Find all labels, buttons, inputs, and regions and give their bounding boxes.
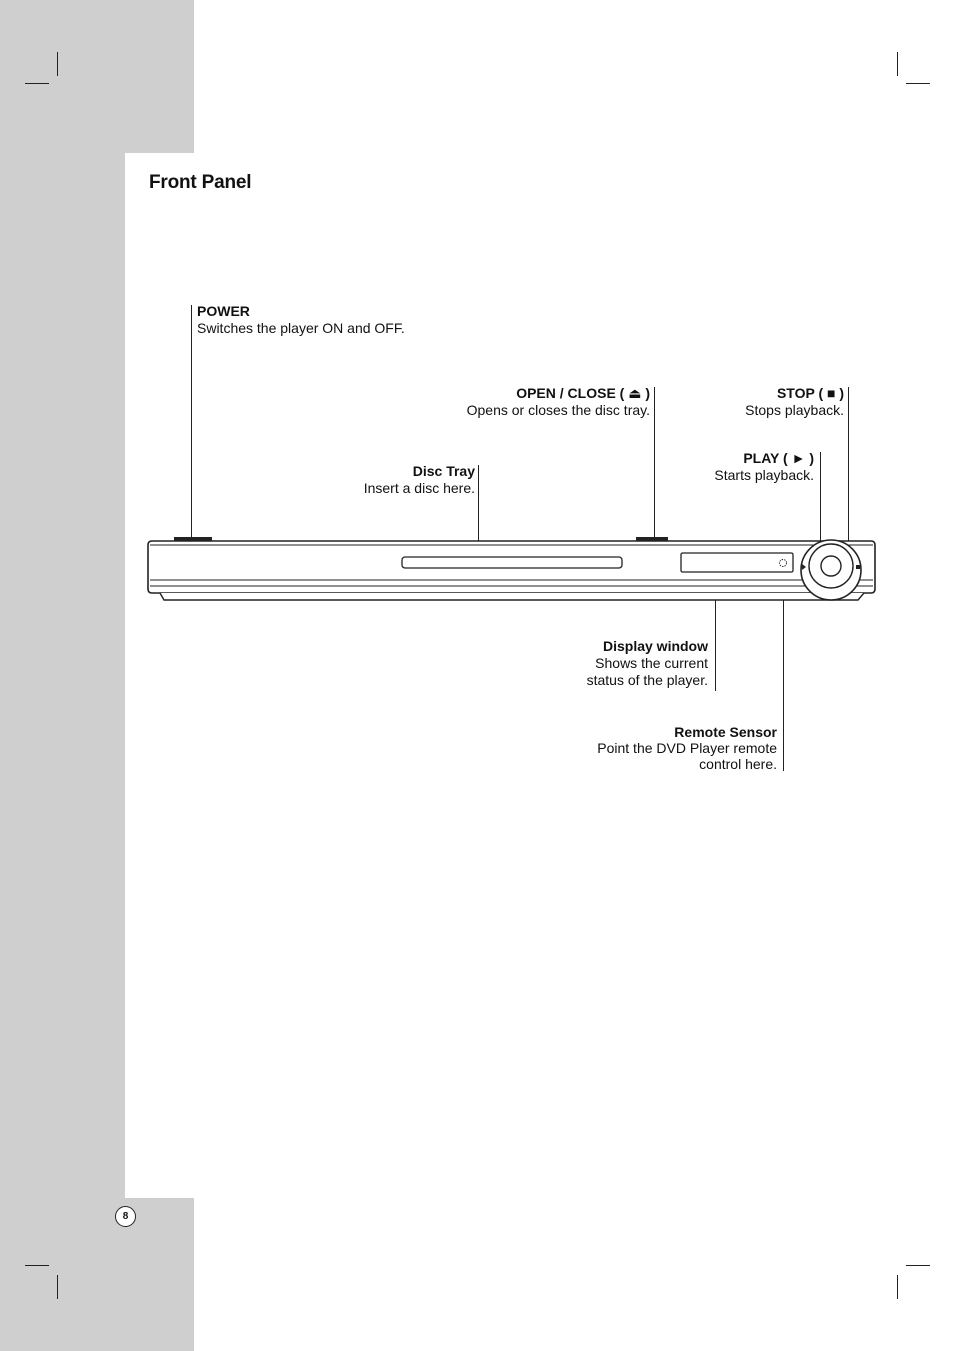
callout-display-window-desc-2: status of the player. [586,672,708,688]
callout-play-title: PLAY ( ► ) [743,450,814,466]
callout-open-close-desc: Opens or closes the disc tray. [466,402,650,418]
callout-remote-sensor-desc-1: Point the DVD Player remote [597,740,777,756]
callout-disc-tray-desc: Insert a disc here. [363,480,475,496]
stop-marker-icon [856,565,860,569]
callout-power-desc: Switches the player ON and OFF. [197,320,405,336]
page-number: 8 [115,1206,136,1227]
callout-open-close-title: OPEN / CLOSE ( ⏏ ) [516,385,650,401]
callout-remote-sensor-desc-2: control here. [699,756,777,772]
callout-display-window-desc-1: Shows the current [595,655,708,671]
callout-power-title: POWER [197,303,250,319]
callout-disc-tray-title: Disc Tray [412,463,475,479]
disc-tray-slot [402,557,622,568]
player-base [160,593,864,600]
callout-display-window-title: Display window [602,638,708,654]
callout-remote-sensor-title: Remote Sensor [674,724,777,740]
control-dial-center [821,556,841,576]
display-window [681,553,793,572]
callout-play-desc: Starts playback. [714,467,814,483]
callout-stop-desc: Stops playback. [745,402,844,418]
callout-stop-title: STOP ( ■ ) [776,385,844,401]
section-title: Front Panel [149,172,252,193]
